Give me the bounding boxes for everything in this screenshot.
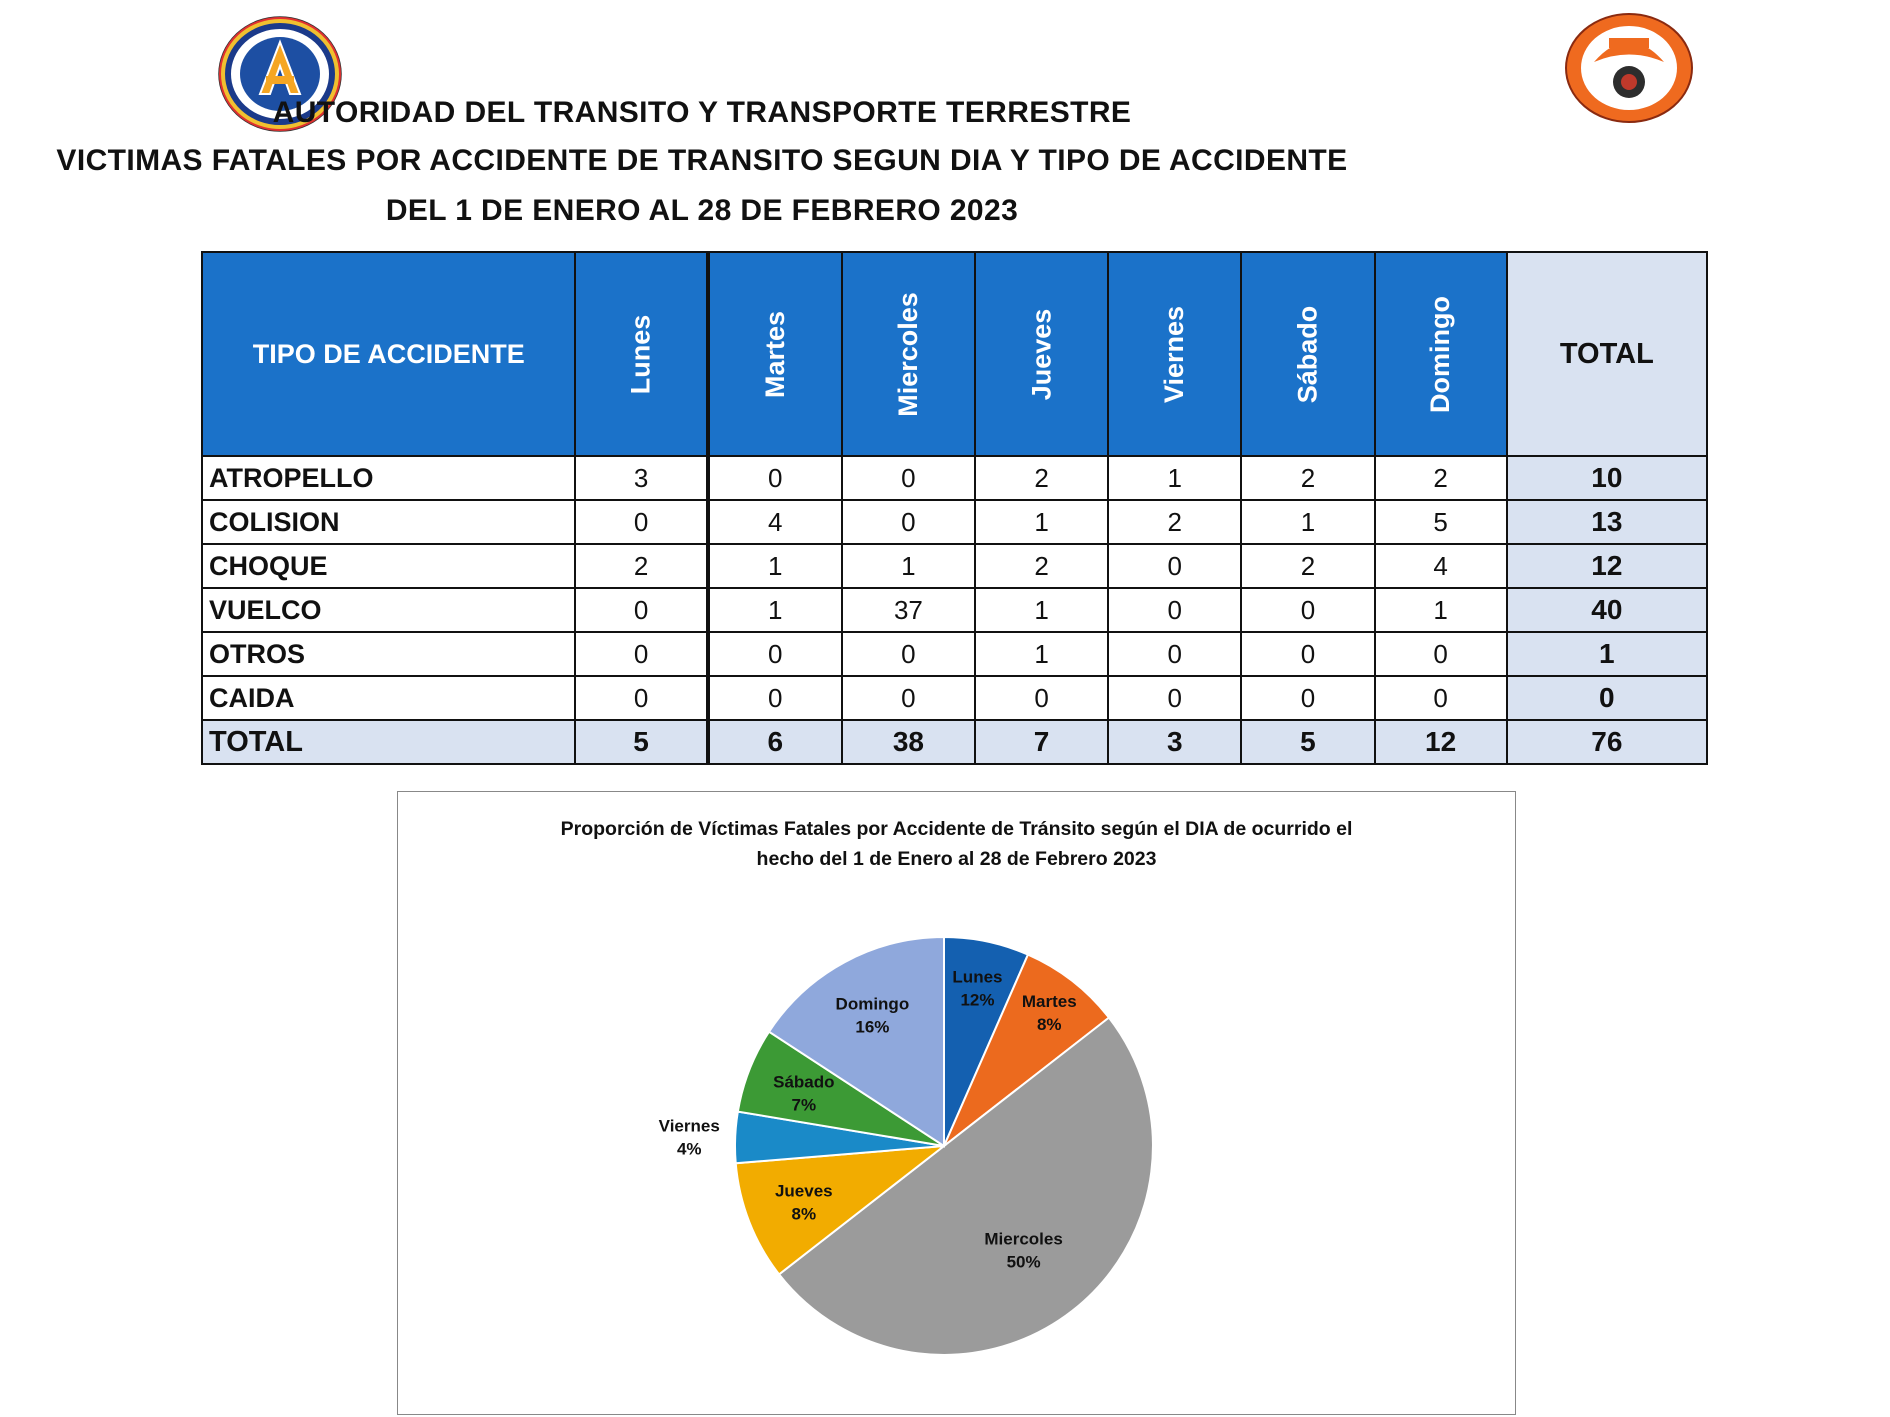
table-cell: 0 xyxy=(842,632,975,676)
table-cell: 1 xyxy=(1375,588,1507,632)
row-label: OTROS xyxy=(202,632,575,676)
pie-label-percent: 7% xyxy=(791,1095,817,1115)
table-row xyxy=(202,456,1707,500)
chart-title-line1: Proporción de Víctimas Fatales por Accidente de Tránsito según el DIA de ocurrido el xyxy=(560,818,1353,840)
day-label: Miercoles xyxy=(892,291,923,417)
table-cell: 0 xyxy=(575,588,707,632)
table-cell: 0 xyxy=(708,456,842,500)
table-cell: 4 xyxy=(708,500,842,544)
table-cell: 0 xyxy=(842,500,975,544)
table-cell: 0 xyxy=(1108,588,1241,632)
pie-label-category: Sábado xyxy=(773,1072,835,1092)
pie-label-category: Miercoles xyxy=(984,1229,1063,1249)
table-cell: 1 xyxy=(1108,456,1241,500)
table-cell: 1 xyxy=(708,588,842,632)
table-cell: 38 xyxy=(842,720,975,764)
column-header-day xyxy=(575,252,707,456)
table-cell: 0 xyxy=(575,676,707,720)
day-label: Domingo xyxy=(1425,295,1456,413)
row-total: 12 xyxy=(1507,544,1707,588)
table-cell: 0 xyxy=(1108,544,1241,588)
row-label: COLISION xyxy=(202,500,575,544)
table-cell: 0 xyxy=(1241,588,1374,632)
table-cell: 5 xyxy=(1375,500,1507,544)
column-header-type: TIPO DE ACCIDENTE xyxy=(202,252,575,456)
day-label: Viernes xyxy=(1159,305,1190,403)
row-total: 0 xyxy=(1507,676,1707,720)
column-header-day xyxy=(1108,252,1241,456)
table-cell: 0 xyxy=(708,676,842,720)
row-total: 40 xyxy=(1507,588,1707,632)
table-cell: 0 xyxy=(1241,676,1374,720)
row-label: CHOQUE xyxy=(202,544,575,588)
report-title-subject: VICTIMAS FATALES POR ACCIDENTE DE TRANSITO SEGUN DIA Y TIPO DE ACCIDENTE xyxy=(56,144,1348,177)
table-cell: 3 xyxy=(575,456,707,500)
table-cell: 37 xyxy=(842,588,975,632)
report-title-period: DEL 1 DE ENERO AL 28 DE FEBRERO 2023 xyxy=(385,194,1019,227)
table-cell: 0 xyxy=(708,632,842,676)
row-label: TOTAL xyxy=(202,720,575,764)
row-label: CAIDA xyxy=(202,676,575,720)
pie-label-category: Martes xyxy=(1021,991,1077,1011)
table-cell: 0 xyxy=(1375,632,1507,676)
table-cell: 2 xyxy=(575,544,707,588)
day-label: Lunes xyxy=(625,314,656,394)
table-cell: 3 xyxy=(1108,720,1241,764)
table-cell: 7 xyxy=(975,720,1108,764)
pie-label-category: Viernes xyxy=(658,1116,720,1136)
table-cell: 2 xyxy=(1108,500,1241,544)
column-header-day xyxy=(842,252,975,456)
table-cell: 0 xyxy=(1241,632,1374,676)
day-label: Sábado xyxy=(1292,305,1323,403)
pie-chart xyxy=(398,792,1515,1414)
table-cell: 1 xyxy=(975,632,1108,676)
policia-nacional-transito-logo xyxy=(1564,12,1694,124)
total-row xyxy=(202,720,1707,764)
table-cell: 2 xyxy=(1241,544,1374,588)
table-cell: 2 xyxy=(975,456,1108,500)
pie-label-category: Jueves xyxy=(774,1181,833,1201)
table-cell: 1 xyxy=(708,544,842,588)
victims-table xyxy=(201,251,1708,765)
table-cell: 12 xyxy=(1375,720,1507,764)
column-header-total: TOTAL xyxy=(1507,252,1707,456)
table-cell: 5 xyxy=(575,720,707,764)
column-header-day xyxy=(975,252,1108,456)
table-cell: 0 xyxy=(975,676,1108,720)
row-label: VUELCO xyxy=(202,588,575,632)
row-total: 1 xyxy=(1507,632,1707,676)
table-cell: 0 xyxy=(575,632,707,676)
table-cell: 1 xyxy=(1241,500,1374,544)
table-cell: 2 xyxy=(1375,456,1507,500)
column-header-day xyxy=(1241,252,1374,456)
column-header-day xyxy=(708,252,842,456)
column-header-day xyxy=(1375,252,1507,456)
table-cell: 6 xyxy=(708,720,842,764)
table-row xyxy=(202,544,1707,588)
row-total: 76 xyxy=(1507,720,1707,764)
pie-label-category: Lunes xyxy=(952,967,1003,987)
table-cell: 1 xyxy=(842,544,975,588)
table-cell: 0 xyxy=(842,676,975,720)
table-cell: 5 xyxy=(1241,720,1374,764)
row-label: ATROPELLO xyxy=(202,456,575,500)
table-row xyxy=(202,588,1707,632)
pie-label-percent: 4% xyxy=(676,1139,702,1159)
table-row xyxy=(202,676,1707,720)
pie-label-category: Domingo xyxy=(835,994,910,1014)
table-cell: 4 xyxy=(1375,544,1507,588)
report-title-agency: AUTORIDAD DEL TRANSITO Y TRANSPORTE TERRESTRE xyxy=(272,96,1132,129)
chart-title-line2: hecho del 1 de Enero al 28 de Febrero 2023 xyxy=(756,848,1157,870)
table-cell: 1 xyxy=(975,588,1108,632)
table-row xyxy=(202,500,1707,544)
row-total: 13 xyxy=(1507,500,1707,544)
table-cell: 0 xyxy=(1375,676,1507,720)
table-cell: 2 xyxy=(1241,456,1374,500)
pie-label-percent: 16% xyxy=(855,1017,890,1037)
day-label: Martes xyxy=(759,310,790,398)
table-cell: 0 xyxy=(842,456,975,500)
table-row xyxy=(202,632,1707,676)
table-cell: 1 xyxy=(975,500,1108,544)
day-label: Jueves xyxy=(1026,308,1057,400)
table-header-row xyxy=(202,252,1707,456)
pie-chart-panel xyxy=(397,791,1516,1415)
table-cell: 0 xyxy=(1108,676,1241,720)
table-cell: 2 xyxy=(975,544,1108,588)
table-cell: 0 xyxy=(1108,632,1241,676)
pie-label-percent: 50% xyxy=(1006,1252,1041,1272)
pie-label-percent: 12% xyxy=(960,990,995,1010)
table-cell: 0 xyxy=(575,500,707,544)
pie-label-percent: 8% xyxy=(1036,1014,1062,1034)
pie-label-percent: 8% xyxy=(791,1204,817,1224)
row-total: 10 xyxy=(1507,456,1707,500)
